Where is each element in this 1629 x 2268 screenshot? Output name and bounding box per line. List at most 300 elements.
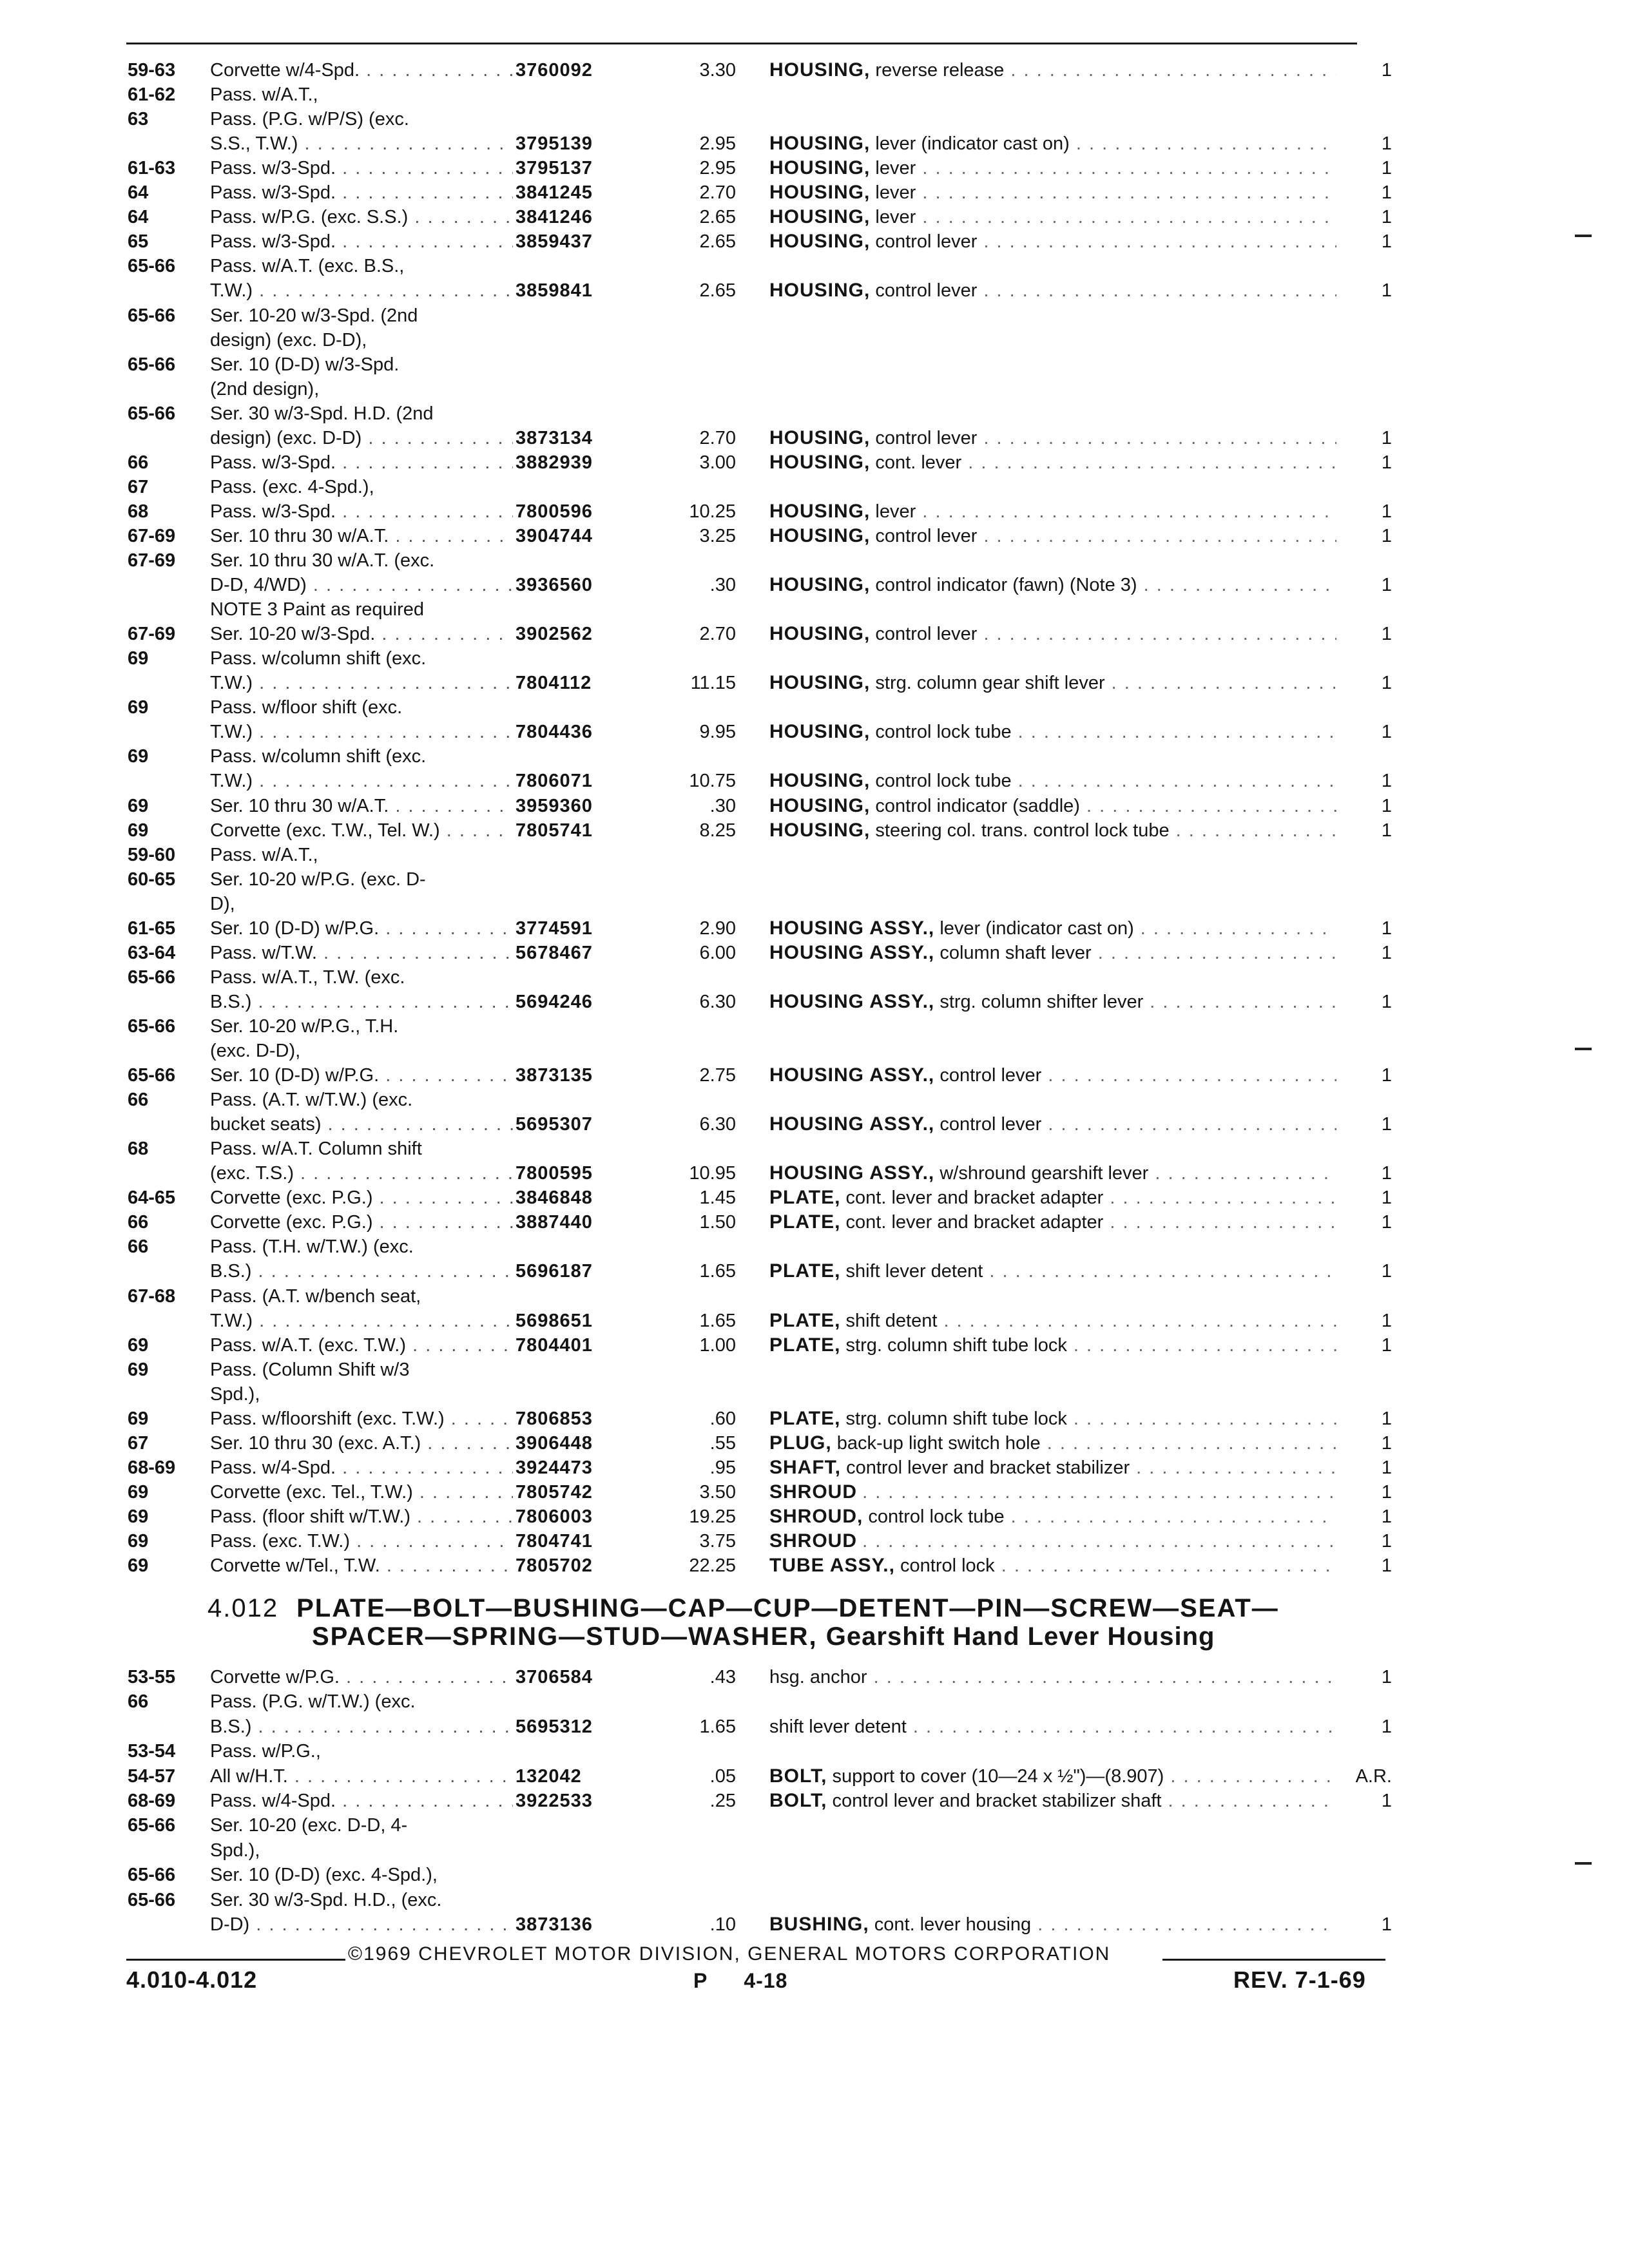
- model-years: 69: [128, 697, 149, 718]
- part-number: 5695312: [516, 1716, 593, 1737]
- quantity: 1: [1381, 673, 1392, 694]
- application-text: Corvette w/4-Spd.: [210, 60, 360, 81]
- table-row: [0, 1553, 1629, 1578]
- list-price: 1.45: [699, 1187, 736, 1209]
- quantity: 1: [1381, 525, 1392, 546]
- application: [210, 401, 434, 426]
- part-detail: strg. column shifter lever: [940, 991, 1144, 1012]
- application: [210, 622, 513, 646]
- part-description: [769, 1063, 1336, 1088]
- part-name: HOUSING ASSY.,: [769, 990, 935, 1012]
- quantity: 1: [1381, 1716, 1392, 1737]
- part-name: HOUSING ASSY.,: [769, 941, 935, 963]
- application: [210, 1838, 260, 1863]
- table-row: [0, 1210, 1629, 1235]
- part-description: [769, 1665, 1336, 1689]
- table-row: [0, 1284, 1629, 1309]
- application: [210, 254, 404, 278]
- footer-rule-right: [1162, 1959, 1385, 1961]
- part-number: 7806071: [516, 771, 593, 792]
- part-description: [769, 1259, 1336, 1283]
- table-row: [0, 720, 1629, 744]
- model-years: 59-63: [128, 60, 176, 81]
- section-number: 4.012: [207, 1594, 279, 1622]
- table-row: [0, 1382, 1629, 1407]
- part-description: [769, 278, 1336, 303]
- quantity: A.R.: [1355, 1765, 1392, 1787]
- table-row: [0, 377, 1629, 401]
- section-title-line1: PLATE—BOLT—BUSHING—CAP—CUP—DETENT—PIN—SCREW—SEAT—: [296, 1594, 1279, 1622]
- application: [210, 1912, 513, 1937]
- list-price: 1.65: [699, 1261, 736, 1282]
- application: [210, 1333, 513, 1358]
- model-years: 65-66: [128, 1065, 176, 1086]
- part-name: PLATE,: [769, 1260, 841, 1282]
- table-row: [0, 646, 1629, 671]
- application-text: Corvette (exc. P.G.): [210, 1187, 373, 1209]
- list-price: .55: [709, 1432, 736, 1454]
- table-row: [0, 1407, 1629, 1431]
- list-price: 6.00: [699, 942, 736, 963]
- part-number: 3906448: [516, 1432, 593, 1454]
- list-price: 3.25: [699, 525, 736, 546]
- part-name: TUBE ASSY.,: [769, 1555, 895, 1577]
- model-years: 64: [128, 207, 149, 228]
- part-number: 3760092: [516, 60, 593, 81]
- table-row: [0, 1665, 1629, 1689]
- application: [210, 769, 513, 793]
- part-description: [769, 769, 1336, 793]
- application-text: Pass. w/3-Spd.: [210, 501, 336, 522]
- list-price: 2.90: [699, 918, 736, 939]
- part-detail: control lock tube: [868, 1506, 1005, 1527]
- part-name: SHROUD: [769, 1481, 858, 1503]
- model-years: 69: [128, 1334, 149, 1356]
- part-number: 3922533: [516, 1791, 593, 1811]
- application-text: Ser. 10 (D-D) w/P.G.: [210, 1065, 380, 1086]
- table-row: [0, 941, 1629, 965]
- application: [210, 328, 367, 352]
- part-name: HOUSING,: [769, 157, 871, 179]
- application-text: Spd.),: [210, 1840, 260, 1861]
- table-row: [0, 499, 1629, 524]
- model-years: 64: [128, 182, 149, 204]
- application-text: Ser. 10 (D-D) (exc. 4-Spd.),: [210, 1865, 438, 1886]
- list-price: 1.00: [699, 1334, 736, 1356]
- part-detail: lever: [875, 501, 916, 522]
- part-name: BOLT,: [769, 1790, 827, 1811]
- application: [210, 82, 318, 107]
- part-description: [769, 1161, 1336, 1186]
- application-text: T.W.): [210, 771, 253, 792]
- application-text: B.S.): [210, 991, 252, 1012]
- table-row: [0, 1186, 1629, 1210]
- application-text: Pass. w/A.T., T.W. (exc.: [210, 966, 405, 988]
- part-number: 3873134: [516, 427, 593, 448]
- part-detail: column shaft lever: [940, 942, 1092, 963]
- part-detail: control lock: [900, 1555, 995, 1577]
- part-name: HOUSING,: [769, 231, 871, 253]
- application-text: Pass. (A.T. w/T.W.) (exc.: [210, 1090, 413, 1111]
- application-text: Pass. w/P.G.,: [210, 1741, 321, 1762]
- application: [210, 1504, 513, 1529]
- part-detail: w/shround gearshift lever: [940, 1163, 1149, 1184]
- part-number: 3859437: [516, 231, 593, 253]
- application: [210, 1161, 513, 1186]
- table-row: [0, 1088, 1629, 1112]
- list-price: 2.95: [699, 158, 736, 179]
- part-number: 7805742: [516, 1481, 593, 1503]
- application: [210, 1529, 513, 1553]
- application-text: (2nd design),: [210, 378, 320, 399]
- part-name: HOUSING,: [769, 819, 871, 841]
- application: [210, 1186, 513, 1210]
- application-text: Ser. 30 w/3-Spd. H.D., (exc.: [210, 1889, 442, 1910]
- part-name: HOUSING ASSY.,: [769, 1064, 935, 1086]
- application-text: All w/H.T.: [210, 1765, 288, 1787]
- application: [210, 58, 513, 82]
- application-text: T.W.): [210, 280, 253, 302]
- model-years: 66: [128, 1691, 149, 1713]
- part-number: 5694246: [516, 991, 593, 1012]
- part-detail: control indicator (fawn) (Note 3): [875, 575, 1137, 596]
- part-number: 7805741: [516, 820, 593, 841]
- application: [210, 843, 318, 867]
- list-price: 1.65: [699, 1310, 736, 1331]
- application-text: Ser. 10 thru 30 w/A.T.: [210, 525, 389, 546]
- part-name: HOUSING,: [769, 672, 871, 694]
- quantity: 1: [1381, 501, 1392, 522]
- table-row: [0, 990, 1629, 1014]
- model-years: 67: [128, 476, 149, 497]
- application-text: Pass. (Column Shift w/3: [210, 1359, 410, 1380]
- part-name: PLATE,: [769, 1309, 841, 1331]
- application-text: Ser. 10-20 w/3-Spd.: [210, 624, 376, 645]
- part-detail: control lever and bracket stabilizer shaft: [832, 1791, 1162, 1811]
- part-detail: shift lever detent: [845, 1261, 983, 1282]
- application-text: (exc. T.S.): [210, 1163, 294, 1184]
- part-description: [769, 1529, 1336, 1553]
- part-number: 7800595: [516, 1163, 593, 1184]
- part-description: [769, 1504, 1336, 1529]
- application: [210, 867, 426, 892]
- list-price: .95: [709, 1457, 736, 1478]
- quantity: 1: [1381, 1114, 1392, 1135]
- application: [210, 1235, 414, 1259]
- application: [210, 1553, 513, 1578]
- part-name: PLATE,: [769, 1407, 841, 1429]
- application: [210, 205, 513, 229]
- model-years: 66: [128, 1090, 149, 1111]
- table-row: [0, 892, 1629, 916]
- part-description: [769, 450, 1336, 475]
- table-row: [0, 867, 1629, 892]
- table-row: [0, 597, 1629, 622]
- quantity: 1: [1381, 427, 1392, 448]
- part-number: 3795137: [516, 158, 593, 179]
- list-price: 10.75: [689, 771, 736, 792]
- part-name: BUSHING,: [769, 1914, 869, 1935]
- application: [210, 573, 513, 597]
- part-name: PLATE,: [769, 1334, 841, 1356]
- list-price: 22.25: [689, 1555, 736, 1577]
- application-text: Pass. (floor shift w/T.W.): [210, 1506, 410, 1527]
- application-text: Corvette (exc. Tel., T.W.): [210, 1481, 413, 1503]
- part-description: [769, 1764, 1336, 1789]
- part-detail: control lever: [875, 231, 978, 253]
- part-description: [769, 1431, 1336, 1456]
- application-text: Pass. (exc. T.W.): [210, 1531, 351, 1552]
- list-price: 2.70: [699, 624, 736, 645]
- part-detail: lever: [875, 158, 916, 179]
- part-description: [769, 1210, 1336, 1235]
- part-name: PLATE,: [769, 1187, 841, 1209]
- model-years: 69: [128, 795, 149, 816]
- model-years: 65-66: [128, 1889, 176, 1910]
- table-row: [0, 769, 1629, 793]
- part-number: 3795139: [516, 133, 593, 155]
- model-years: 66: [128, 452, 149, 473]
- part-description: [769, 1112, 1336, 1137]
- application: [210, 1309, 513, 1333]
- model-years: 67-68: [128, 1285, 176, 1307]
- part-name: HOUSING,: [769, 524, 871, 546]
- table-row: [0, 401, 1629, 426]
- model-years: 61-65: [128, 918, 176, 939]
- margin-mark: [1575, 1862, 1592, 1865]
- application: [210, 1888, 441, 1912]
- application: [210, 156, 513, 180]
- application-text: Pass. (T.H. w/T.W.) (exc.: [210, 1236, 414, 1258]
- part-description: [769, 720, 1336, 744]
- application-text: Pass. w/column shift (exc.: [210, 648, 427, 669]
- quantity: 1: [1381, 991, 1392, 1012]
- part-detail: lever (indicator cast on): [940, 918, 1134, 939]
- table-row: [0, 1137, 1629, 1161]
- table-row: [0, 1039, 1629, 1063]
- quantity: 1: [1381, 1408, 1392, 1429]
- application-text: Ser. 10 thru 30 w/A.T. (exc.: [210, 550, 435, 571]
- list-price: .05: [709, 1765, 736, 1787]
- application: [210, 1813, 407, 1838]
- table-row: [0, 573, 1629, 597]
- part-detail: cont. lever and bracket adapter: [845, 1212, 1104, 1233]
- table-row: [0, 1063, 1629, 1088]
- application-text: Pass. w/3-Spd.: [210, 452, 336, 473]
- application: [210, 499, 513, 524]
- quantity: 1: [1381, 918, 1392, 939]
- part-detail: control lever: [875, 624, 978, 645]
- table-row: [0, 131, 1629, 156]
- part-description: [769, 1715, 1336, 1739]
- model-years: 68: [128, 501, 149, 522]
- part-number: 132042: [516, 1765, 582, 1787]
- part-description: [769, 426, 1336, 450]
- part-number: 3841245: [516, 182, 593, 204]
- quantity: 1: [1381, 1187, 1392, 1209]
- table-row: [0, 1504, 1629, 1529]
- list-price: 2.70: [699, 427, 736, 448]
- table-row: [0, 622, 1629, 646]
- application-text: T.W.): [210, 673, 253, 694]
- application: [210, 278, 513, 303]
- quantity: 1: [1381, 1310, 1392, 1331]
- application-text: design) (exc. D-D): [210, 427, 362, 448]
- quantity: 1: [1381, 1791, 1392, 1811]
- model-years: 66: [128, 1236, 149, 1258]
- part-number: 3882939: [516, 452, 593, 473]
- application: [210, 1063, 513, 1088]
- application-text: Pass. w/A.T.,: [210, 84, 318, 106]
- part-detail: control lever: [940, 1114, 1042, 1135]
- model-years: 67-69: [128, 525, 176, 546]
- table-row: [0, 1431, 1629, 1456]
- part-name: HOUSING,: [769, 500, 871, 522]
- model-years: 69: [128, 1481, 149, 1503]
- part-name: HOUSING ASSY.,: [769, 1162, 935, 1184]
- model-years: 63: [128, 109, 149, 130]
- part-detail: support to cover (10—24 x ½")—(8.907): [832, 1765, 1164, 1787]
- part-name: HOUSING ASSY.,: [769, 1113, 935, 1135]
- quantity: 1: [1381, 1334, 1392, 1356]
- application: [210, 1480, 513, 1504]
- part-detail: strg. column shift tube lock: [845, 1408, 1067, 1429]
- part-detail: control indicator (saddle): [875, 795, 1080, 816]
- quantity: 1: [1381, 1261, 1392, 1282]
- table-row: [0, 695, 1629, 720]
- application: [210, 1764, 513, 1789]
- model-years: 65-66: [128, 1815, 176, 1836]
- part-detail: control lock tube: [875, 771, 1012, 792]
- part-number: 3959360: [516, 795, 593, 816]
- model-years: 65-66: [128, 966, 176, 988]
- part-name: HOUSING,: [769, 623, 871, 645]
- application: [210, 426, 513, 450]
- part-description: [769, 1480, 1336, 1504]
- application-text: Ser. 10-20 (exc. D-D, 4-: [210, 1815, 408, 1836]
- part-description: [769, 229, 1336, 254]
- part-description: [769, 622, 1336, 646]
- table-row: [0, 1333, 1629, 1358]
- table-row: [0, 1863, 1629, 1887]
- application: [210, 1689, 416, 1714]
- part-number: 3936560: [516, 575, 593, 596]
- list-price: 10.95: [689, 1163, 736, 1184]
- model-years: 64-65: [128, 1187, 176, 1209]
- list-price: 1.65: [699, 1716, 736, 1737]
- part-name: HOUSING,: [769, 770, 871, 792]
- part-name: HOUSING,: [769, 427, 871, 448]
- application-text: Pass. w/A.T. Column shift: [210, 1139, 422, 1160]
- part-number: 3924473: [516, 1457, 593, 1478]
- quantity: 1: [1381, 771, 1392, 792]
- page-value: 4-18: [744, 1969, 788, 1992]
- table-row: [0, 156, 1629, 180]
- quantity: 1: [1381, 1506, 1392, 1527]
- part-description: [769, 1333, 1336, 1358]
- application-text: design) (exc. D-D),: [210, 329, 367, 351]
- quantity: 1: [1381, 1432, 1392, 1454]
- table-row: [0, 1888, 1629, 1912]
- model-years: 68: [128, 1139, 149, 1160]
- table-row: [0, 524, 1629, 548]
- part-detail: control lever: [875, 280, 978, 302]
- table-row: [0, 229, 1629, 254]
- quantity: 1: [1381, 452, 1392, 473]
- application-text: Ser. 30 w/3-Spd. H.D. (2nd: [210, 403, 434, 424]
- model-years: 61-62: [128, 84, 176, 106]
- application-text: Pass. w/floor shift (exc.: [210, 697, 403, 718]
- model-years: 65-66: [128, 305, 176, 326]
- application: [210, 965, 405, 990]
- part-number: 5696187: [516, 1261, 593, 1282]
- application: [210, 646, 426, 671]
- part-number: 7806853: [516, 1408, 593, 1429]
- part-description: [769, 818, 1336, 843]
- part-number: 3873135: [516, 1065, 593, 1086]
- part-number: 3774591: [516, 918, 593, 939]
- table-row: [0, 1715, 1629, 1739]
- list-price: 2.70: [699, 182, 736, 204]
- part-description: [769, 1309, 1336, 1333]
- part-name: HOUSING,: [769, 451, 871, 473]
- part-name: HOUSING,: [769, 574, 871, 596]
- part-name: PLATE,: [769, 1211, 841, 1233]
- application-text: Ser. 10-20 w/P.G., T.H.: [210, 1015, 399, 1037]
- table-row: [0, 278, 1629, 303]
- application-text: Pass. w/4-Spd.: [210, 1791, 336, 1811]
- application: [210, 1456, 513, 1480]
- model-years: 69: [128, 648, 149, 669]
- application: [210, 1863, 438, 1887]
- quantity: 1: [1381, 1163, 1392, 1184]
- part-detail: hsg. anchor: [769, 1667, 867, 1687]
- application-text: B.S.): [210, 1261, 252, 1282]
- application-text: Pass. w/T.W.: [210, 942, 317, 963]
- application: [210, 1358, 409, 1382]
- application: [210, 671, 513, 695]
- application: [210, 597, 424, 622]
- application: [210, 107, 409, 131]
- margin-mark: [1575, 1048, 1592, 1050]
- list-price: 2.95: [699, 133, 736, 155]
- model-years: 61-63: [128, 158, 176, 179]
- model-years: 68-69: [128, 1457, 176, 1478]
- list-price: 2.65: [699, 207, 736, 228]
- table-row: [0, 794, 1629, 818]
- part-name: HOUSING,: [769, 280, 871, 302]
- quantity: 1: [1381, 1531, 1392, 1552]
- part-number: 7804401: [516, 1334, 593, 1356]
- part-number: 5695307: [516, 1114, 593, 1135]
- section-title-line2: SPACER—SPRING—STUD—WASHER,: [312, 1622, 818, 1651]
- part-detail: control lock tube: [875, 722, 1012, 743]
- model-years: 69: [128, 1506, 149, 1527]
- list-price: 8.25: [699, 820, 736, 841]
- part-name: HOUSING,: [769, 59, 871, 81]
- list-price: .43: [709, 1667, 736, 1687]
- application: [210, 1431, 513, 1456]
- application-text: bucket seats): [210, 1114, 322, 1135]
- application-text: Ser. 10 (D-D) w/3-Spd.: [210, 354, 400, 375]
- part-name: HOUSING,: [769, 794, 871, 816]
- table-row: [0, 1259, 1629, 1283]
- section-subtitle: Gearshift Hand Lever Housing: [825, 1622, 1215, 1651]
- table-row: [0, 1235, 1629, 1259]
- application: [210, 1137, 422, 1161]
- part-name: PLUG,: [769, 1432, 832, 1454]
- part-number: 7805702: [516, 1555, 593, 1577]
